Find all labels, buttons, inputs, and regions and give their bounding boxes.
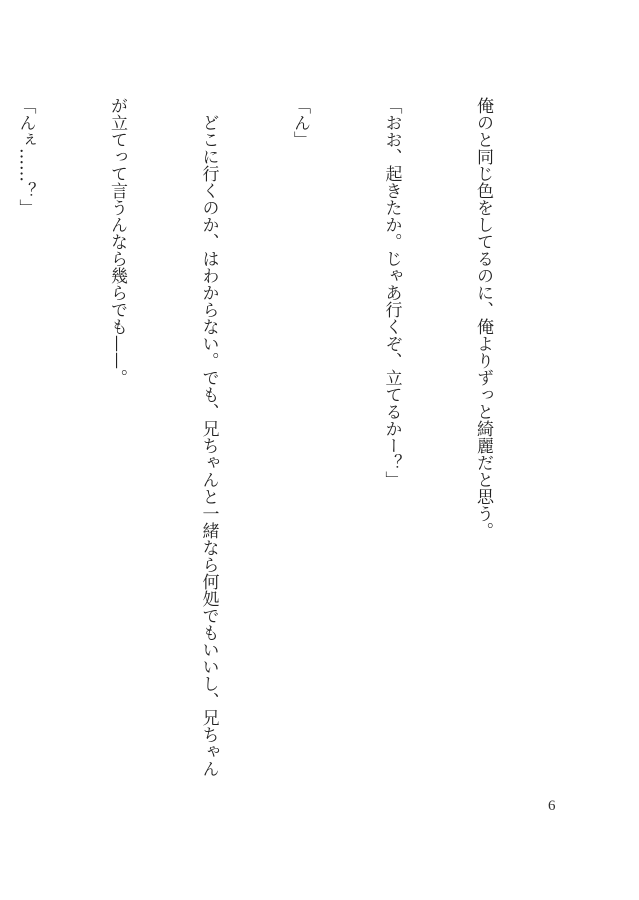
text-line: が立てって言うんなら幾らでも——。 <box>107 97 127 386</box>
text-line: 「ん」 <box>290 97 310 148</box>
text-line: 俺のと同じ色をしてるのに、俺よりずっと綺麗だと思う。 <box>473 97 493 539</box>
text-line: 「おお、起きたか。じゃあ行くぞ、立てるかー？」 <box>381 97 402 488</box>
page-number: 6 <box>548 798 556 814</box>
body-text <box>0 97 559 777</box>
text-line: どこに行くのか、はわからない。でも、兄ちゃんと一緒なら何処でもいいし、兄ちゃん <box>198 97 219 777</box>
text-line: 「んぇ……？」 <box>15 97 36 216</box>
